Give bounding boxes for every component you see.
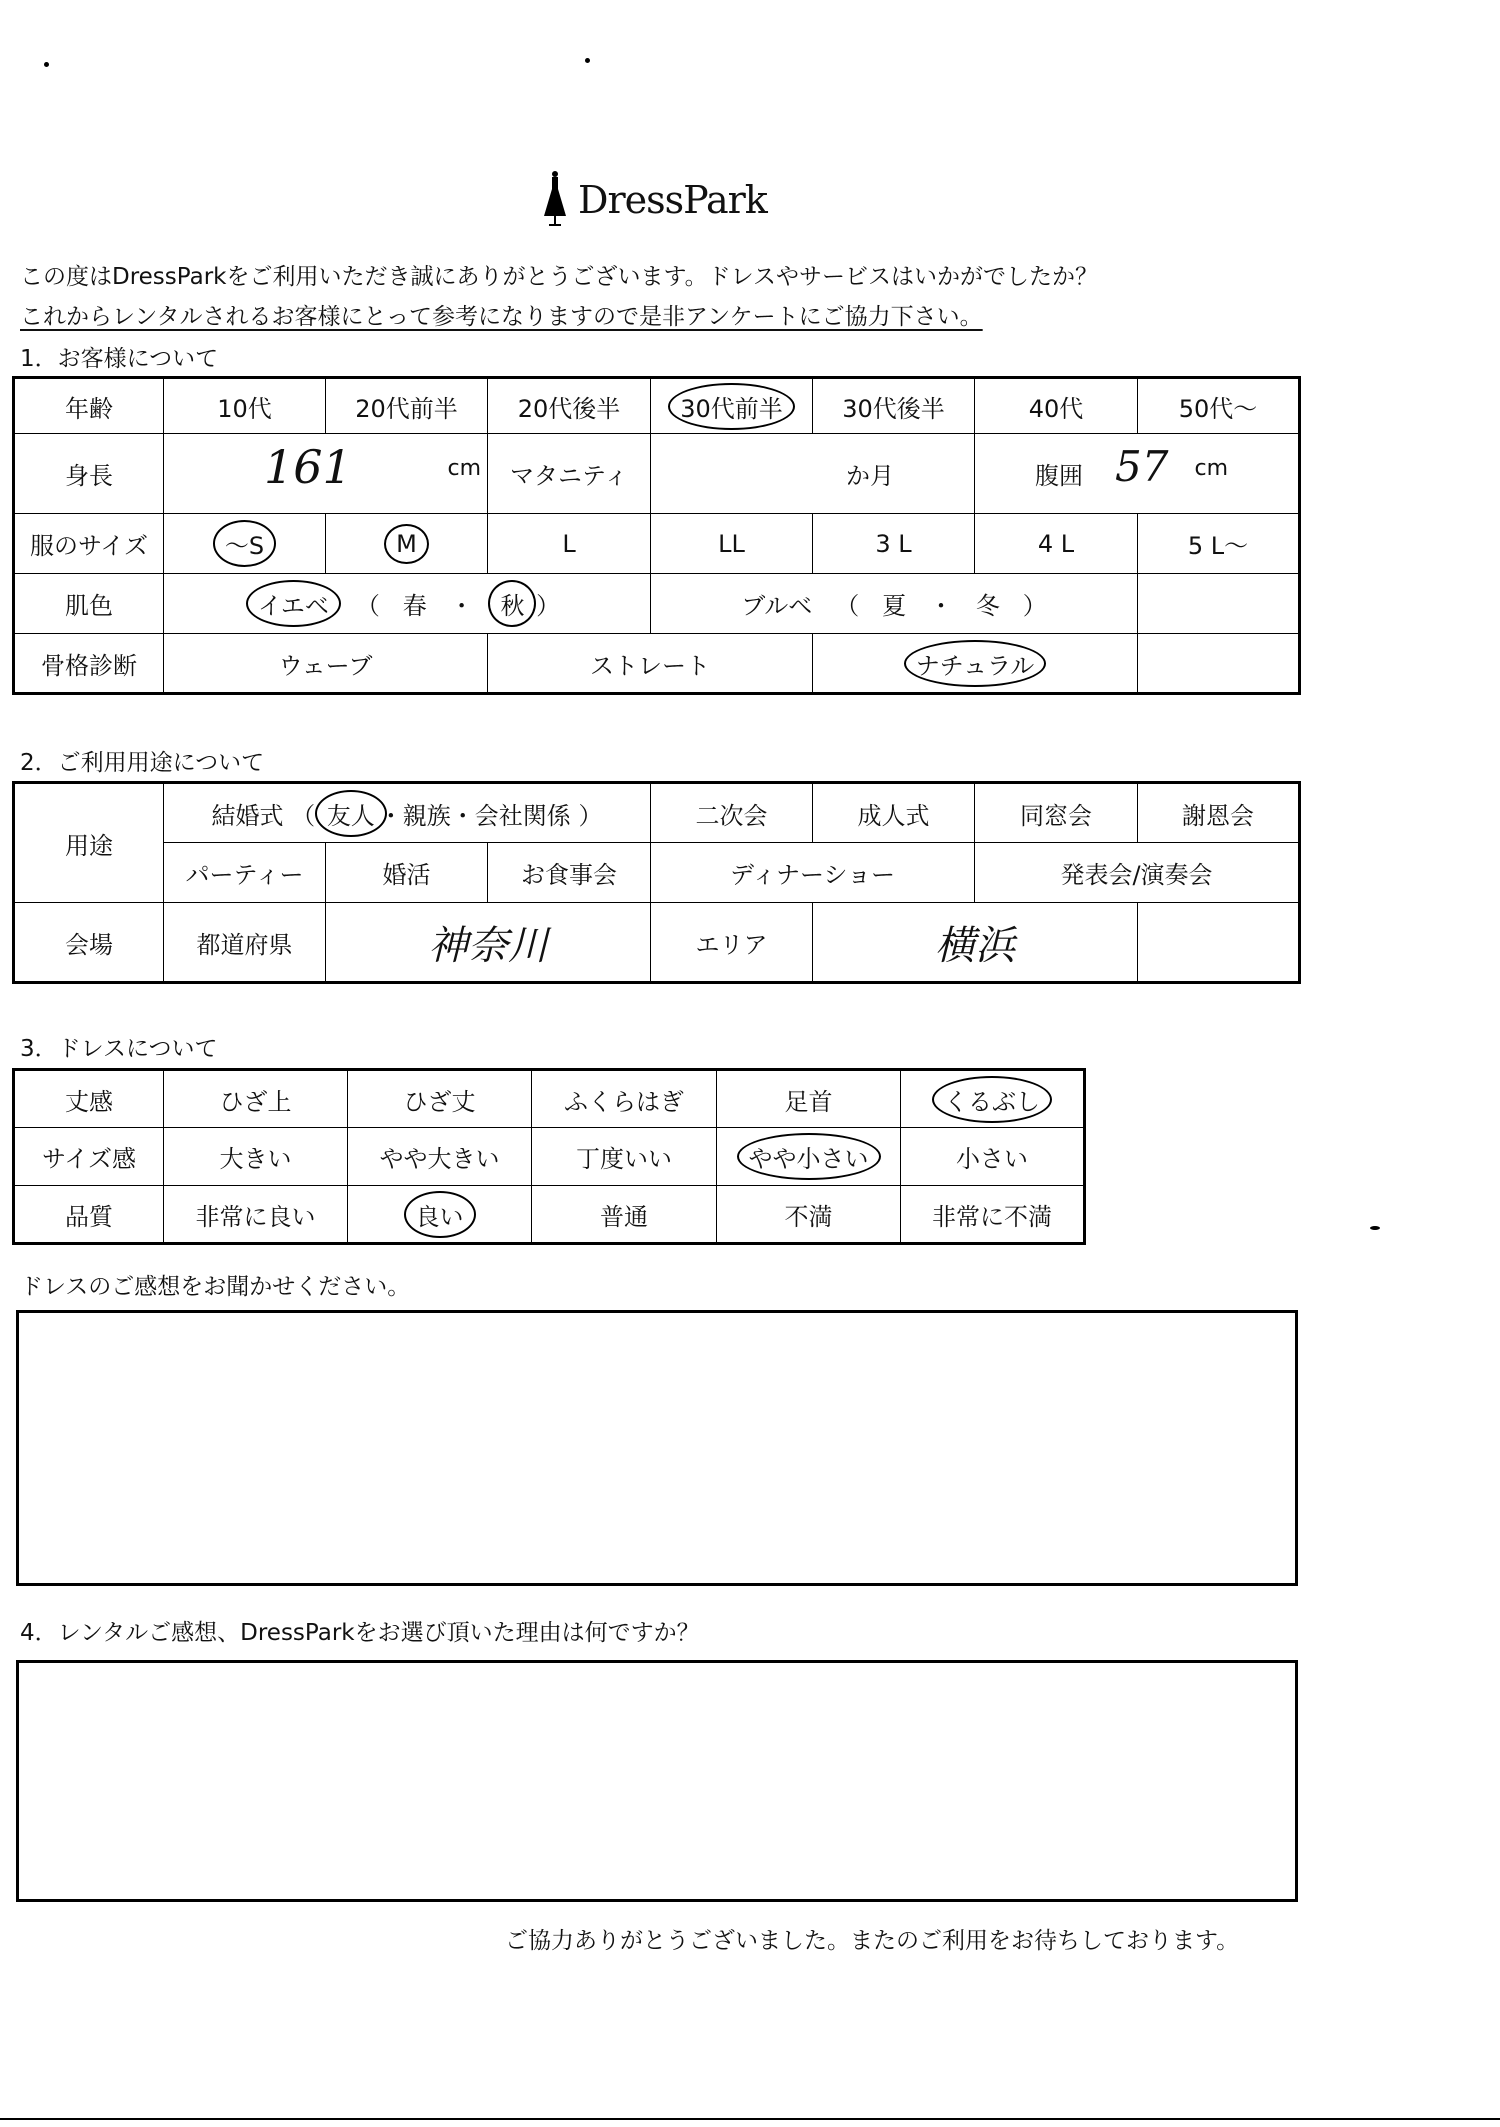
separator: ・ [449, 592, 474, 620]
wedding-label: 結婚式 [211, 801, 284, 830]
area-label: エリア [651, 903, 813, 983]
size-option[interactable]: 5 L～ [1138, 514, 1300, 574]
venue-row [14, 903, 1300, 983]
height-unit: cm [447, 456, 481, 481]
selected-mark: イエベ [254, 586, 333, 621]
dress-icon [540, 168, 570, 228]
speck [585, 58, 590, 63]
skin-row [14, 574, 1300, 634]
separator: ・ [928, 592, 953, 620]
prefecture-label: 都道府県 [164, 903, 326, 983]
customer-table [12, 376, 1301, 695]
fit-option-selected[interactable] [717, 1128, 901, 1186]
empty-cell [1138, 634, 1300, 694]
wedding-option[interactable] [164, 783, 651, 843]
frame-option[interactable]: ストレート [488, 634, 813, 694]
quality-option[interactable]: 非常に不満 [901, 1186, 1085, 1244]
age-option[interactable]: 30代後半 [813, 378, 975, 434]
length-label: 丈感 [14, 1070, 164, 1128]
age-option[interactable]: 50代～ [1138, 378, 1300, 434]
speck [44, 62, 49, 67]
skin-blue-label: ブルベ [741, 592, 813, 620]
size-option[interactable]: LL [651, 514, 813, 574]
quality-option[interactable]: 非常に良い [164, 1186, 348, 1244]
paren: （ [835, 592, 860, 620]
purpose-option[interactable]: 成人式 [813, 783, 975, 843]
size-option[interactable]: 3 L [813, 514, 975, 574]
selected-mark: 30代前半 [676, 389, 787, 424]
waist-value: 57 [1115, 442, 1169, 491]
intro-request: これからレンタルされるお客様にとって参考になりますので是非アンケートにご協力下さい。 [20, 304, 983, 330]
height-value: 161 [264, 440, 352, 494]
frame-option[interactable]: ウェーブ [164, 634, 488, 694]
skin-blue-option[interactable] [651, 574, 1138, 634]
purpose-option[interactable]: 発表会/演奏会 [975, 843, 1300, 903]
size-row [14, 514, 1300, 574]
size-option-selected[interactable] [164, 514, 326, 574]
section1-title: 1．お客様について [20, 346, 219, 372]
size-option-selected[interactable] [326, 514, 488, 574]
age-label: 年齢 [14, 378, 164, 434]
months-unit: か月 [846, 462, 894, 490]
impression-textbox[interactable] [16, 1310, 1298, 1586]
section2-title: 2．ご利用用途について [20, 750, 265, 776]
maternity-field[interactable] [651, 434, 975, 514]
season-autumn-selected: 秋 [496, 586, 528, 621]
quality-option[interactable]: 不満 [717, 1186, 901, 1244]
size-label: 服のサイズ [14, 514, 164, 574]
length-option-selected[interactable] [901, 1070, 1085, 1128]
size-option[interactable]: 4 L [975, 514, 1138, 574]
fit-row [14, 1128, 1085, 1186]
age-option[interactable]: 20代後半 [488, 378, 651, 434]
purpose-option[interactable]: パーティー [164, 843, 326, 903]
maternity-label: マタニティ [488, 434, 651, 514]
speck [1370, 1226, 1380, 1230]
purpose-label: 用途 [14, 783, 164, 903]
age-row [14, 378, 1300, 434]
waist-field[interactable] [975, 434, 1300, 514]
age-option[interactable]: 40代 [975, 378, 1138, 434]
height-row [14, 434, 1300, 514]
quality-option[interactable]: 普通 [532, 1186, 717, 1244]
fit-option[interactable]: 大きい [164, 1128, 348, 1186]
selected-mark: 良い [412, 1197, 468, 1232]
paren: （ [355, 592, 380, 620]
selected-mark: くるぶし [940, 1082, 1044, 1117]
age-option[interactable]: 20代前半 [326, 378, 488, 434]
length-option[interactable]: ひざ丈 [348, 1070, 532, 1128]
quality-option-selected[interactable] [348, 1186, 532, 1244]
length-option[interactable]: ひざ上 [164, 1070, 348, 1128]
fit-option[interactable]: 小さい [901, 1128, 1085, 1186]
season-winter: 冬 [975, 592, 1000, 620]
section3-title: 3．ドレスについて [20, 1036, 218, 1062]
intro-text: この度はDressParkをご利用いただき誠にありがとうございます。ドレスやサービスはいかがでしたか？ [20, 264, 1098, 290]
empty-cell [1138, 903, 1300, 983]
selected-mark: M [392, 530, 421, 558]
area-field[interactable] [813, 903, 1138, 983]
paren: ） [536, 592, 561, 620]
length-option[interactable]: 足首 [717, 1070, 901, 1128]
prefecture-value: 神奈川 [428, 922, 548, 969]
purpose-option[interactable]: ディナーショー [651, 843, 975, 903]
selected-mark: ～S [221, 526, 268, 561]
empty-cell [1138, 574, 1300, 634]
quality-row [14, 1186, 1085, 1244]
fit-label: サイズ感 [14, 1128, 164, 1186]
quality-label: 品質 [14, 1186, 164, 1244]
size-option[interactable]: L [488, 514, 651, 574]
prefecture-field[interactable] [326, 903, 651, 983]
thanks-message: ご協力ありがとうございました。またのご利用をお待ちしております。 [505, 1928, 1240, 1954]
relatives-label: ・親族・会社関係 [378, 801, 571, 830]
venue-label: 会場 [14, 903, 164, 983]
paren: ） [1022, 592, 1047, 620]
length-option[interactable]: ふくらはぎ [532, 1070, 717, 1128]
skin-label: 肌色 [14, 574, 164, 634]
height-label: 身長 [14, 434, 164, 514]
frame-option-selected[interactable] [813, 634, 1138, 694]
frame-row [14, 634, 1300, 694]
season-spring: 春 [402, 592, 427, 620]
fit-option[interactable]: やや大きい [348, 1128, 532, 1186]
brand-name: DressPark [578, 178, 767, 222]
divider [0, 2118, 1500, 2120]
purpose-row-2 [14, 843, 1300, 903]
brand-logo [540, 168, 800, 228]
impression-prompt: ドレスのご感想をお聞かせください。 [20, 1274, 411, 1300]
age-option[interactable]: 10代 [164, 378, 326, 434]
waist-unit: cm [1194, 456, 1228, 481]
purpose-option[interactable]: 謝恩会 [1138, 783, 1300, 843]
purpose-option[interactable]: 婚活 [326, 843, 488, 903]
season-summer: 夏 [882, 592, 907, 620]
skin-yellow-option[interactable] [164, 574, 651, 634]
frame-label: 骨格診断 [14, 634, 164, 694]
purpose-option[interactable]: 二次会 [651, 783, 813, 843]
age-option-selected[interactable] [651, 378, 813, 434]
selected-mark: ナチュラル [912, 646, 1039, 681]
purpose-table [12, 781, 1301, 984]
paren: ） [578, 801, 603, 830]
reason-textbox[interactable] [16, 1660, 1298, 1902]
selected-mark: やや小さい [745, 1139, 873, 1174]
friend-selected: 友人 [323, 796, 379, 831]
area-value: 横浜 [935, 922, 1015, 969]
waist-label: 腹囲 [1035, 462, 1083, 490]
length-row [14, 1070, 1085, 1128]
section4-title: 4．レンタルご感想、DressParkをお選び頂いた理由は何ですか？ [20, 1620, 700, 1646]
dress-table [12, 1068, 1086, 1245]
paren: （ [291, 801, 316, 830]
purpose-row-1 [14, 783, 1300, 843]
purpose-option[interactable]: 同窓会 [975, 783, 1138, 843]
purpose-option[interactable]: お食事会 [488, 843, 651, 903]
height-field[interactable] [164, 434, 488, 514]
fit-option[interactable]: 丁度いい [532, 1128, 717, 1186]
